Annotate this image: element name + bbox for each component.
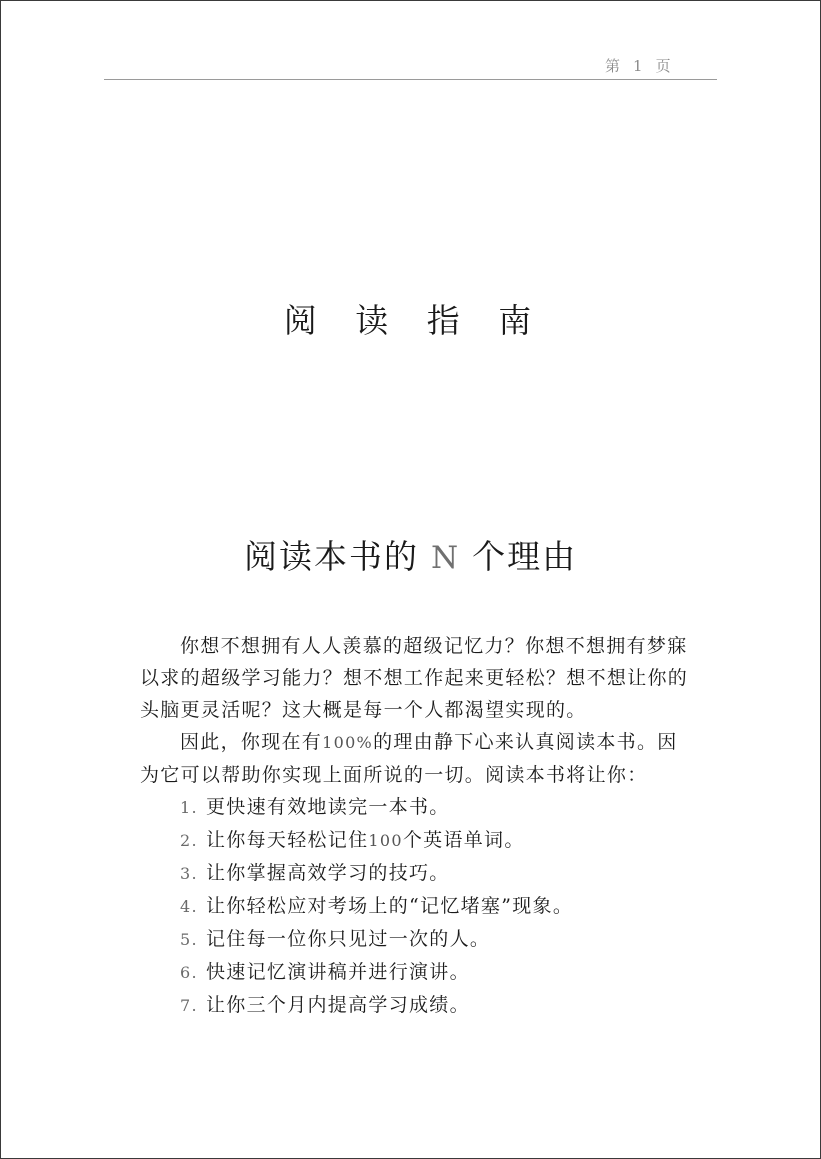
list-item [180,923,690,956]
page-number-header [605,55,672,76]
list-item-text-before: 让你每天轻松记住 [206,829,369,851]
list-item-index: 2. [180,831,198,850]
chapter-title-before: 阅读本书的 [243,537,419,576]
list-item [180,824,690,857]
list-item [180,989,690,1022]
section-title: 阅 读 指 南 [283,301,546,340]
list-item [180,857,690,890]
second-paragraph-before: 因此，你现在有 [180,731,323,753]
page-number-suffix: 页 [655,57,672,75]
list-item-index: 7. [180,996,198,1015]
second-paragraph [140,726,690,791]
list-item-text: 让你轻松应对考场上的“记忆堵塞”现象。 [206,895,574,917]
list-item-index: 1. [180,798,198,817]
header-divider [104,79,717,80]
reason-list [140,791,690,1022]
body-text [140,630,690,1022]
list-item-text: 更快速有效地读完一本书。 [206,796,450,818]
list-item-number: 100 [368,831,403,850]
chapter-title-after: 个理由 [472,537,578,576]
percent-value: 100% [322,733,374,752]
list-item-text: 让你三个月内提高学习成绩。 [206,994,470,1016]
list-item-text: 让你掌握高效学习的技巧。 [206,862,450,884]
list-item-text: 快速记忆演讲稿并进行演讲。 [206,961,470,983]
list-item [180,956,690,989]
intro-paragraph: 你想不想拥有人人羡慕的超级记忆力？你想不想拥有梦寐以求的超级学习能力？想不想工作起来更轻松？想不想让你的头脑更灵活呢？这大概是每一个人都渴望实现的。 [140,635,689,721]
chapter-title-letter: N [430,540,461,576]
list-item-text-after: 个英语单词。 [402,829,525,851]
chapter-title [1,531,820,578]
list-item-index: 6. [180,963,198,982]
list-item-index: 4. [180,897,198,916]
list-item-index: 5. [180,930,198,949]
list-item [180,890,690,923]
page-number-value: 1 [633,57,644,75]
list-item-index: 3. [180,864,198,883]
page-number-prefix: 第 [605,57,622,75]
list-item-text: 记住每一位你只见过一次的人。 [206,928,491,950]
second-paragraph-after: 的理由静下心来认真阅读本书。因为它可以帮助你实现上面所说的一切。阅读本书将让你： [140,731,678,786]
list-item [180,791,690,824]
